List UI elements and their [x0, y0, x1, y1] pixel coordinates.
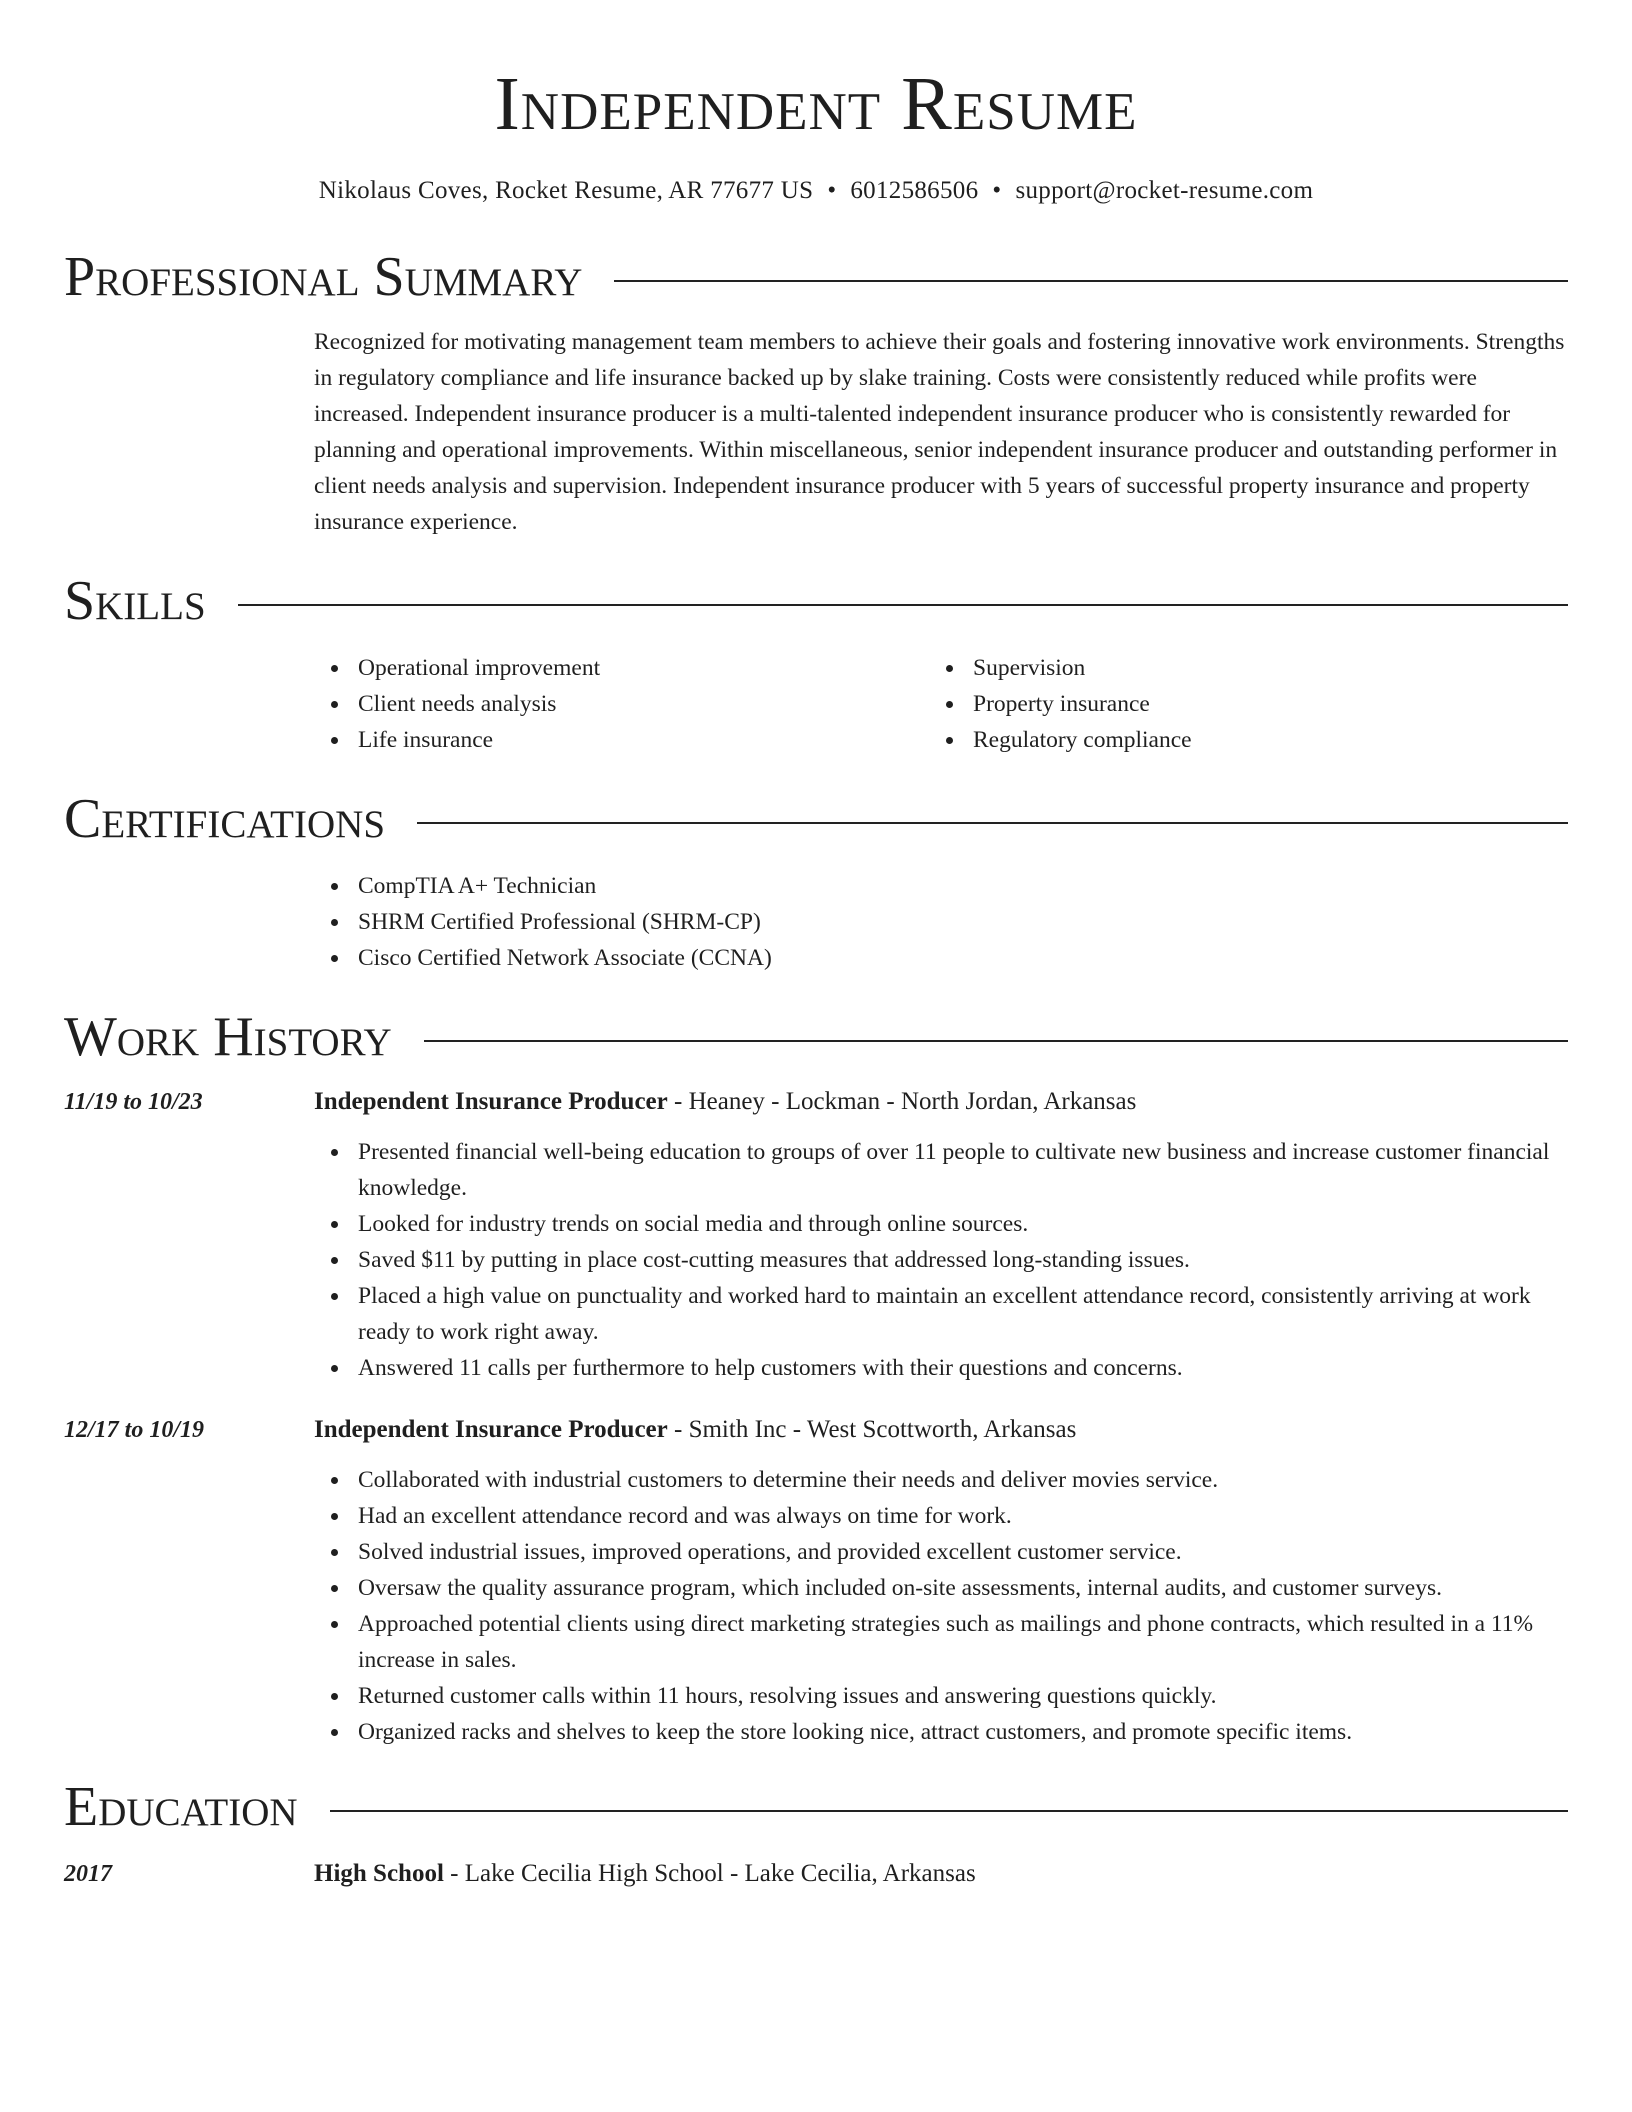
contact-address: Nikolaus Coves, Rocket Resume, AR 77677 US	[318, 177, 814, 204]
summary-section-header	[64, 246, 1568, 308]
job-bullet: Presented financial well-being education to groups of over 11 people to cultivate new business and increase customer financial knowledge.	[358, 1134, 1568, 1206]
section-divider	[614, 280, 1568, 282]
skill-item: Regulatory compliance	[973, 722, 1568, 758]
job-bullet: Placed a high value on punctuality and worked hard to maintain an excellent attendance record, consistently arriving at work ready to work right away.	[358, 1278, 1568, 1350]
summary-heading: Professional Summary	[64, 246, 583, 308]
separator-dot: •	[827, 177, 837, 204]
contact-email: support@rocket-resume.com	[1015, 177, 1314, 204]
job-header	[64, 1084, 1568, 1120]
section-divider	[330, 1810, 1568, 1812]
job-bullet: Collaborated with industrial customers to determine their needs and deliver movies service.	[358, 1462, 1568, 1498]
job-entry	[64, 1084, 1568, 1386]
section-divider	[424, 1040, 1568, 1042]
job-dates: 12/17 to 10/19	[64, 1417, 205, 1443]
job-bullet: Had an excellent attendance record and was always on time for work.	[358, 1498, 1568, 1534]
education-school: - Lake Cecilia High School - Lake Cecilia, Arkansas	[443, 1860, 976, 1887]
job-title-line	[314, 1084, 1136, 1120]
summary-text: Recognized for motivating management team members to achieve their goals and fostering innovative work environments. Strengths in regulatory compliance and life insurance backed up by slake training. Costs were consistently reduced while profits were increased. Independent insurance producer is a multi-talented independent insurance producer who is consistently rewarded for planning and operational improvements. Within miscellaneous, senior independent insurance producer and outstanding performer in client needs analysis and supervision. Independent insurance producer with 5 years of successful property insurance and property insurance experience.	[314, 329, 1565, 535]
job-bullet: Saved $11 by putting in place cost-cutting measures that addressed long-standing issues.	[358, 1242, 1568, 1278]
job-bullets	[314, 1134, 1568, 1386]
job-bullet: Looked for industry trends on social media and through online sources.	[358, 1206, 1568, 1242]
certification-item: SHRM Certified Professional (SHRM-CP)	[358, 904, 1568, 940]
certifications-list	[314, 868, 1568, 976]
skills-column-left	[314, 650, 929, 758]
education-line	[314, 1856, 976, 1892]
job-bullet: Answered 11 calls per furthermore to help customers with their questions and concerns.	[358, 1350, 1568, 1386]
skill-item: Property insurance	[973, 686, 1568, 722]
skill-item: Supervision	[973, 650, 1568, 686]
section-divider	[238, 604, 1568, 606]
education-entry	[64, 1856, 1568, 1892]
education-section-header	[64, 1776, 1568, 1838]
contact-phone: 6012586506	[850, 177, 979, 204]
job-bullet: Organized racks and shelves to keep the store looking nice, attract customers, and promote specific items.	[358, 1714, 1568, 1750]
job-bullet: Approached potential clients using direct marketing strategies such as mailings and phone contracts, which resulted in a 11% increase in sales.	[358, 1606, 1568, 1678]
certifications-section-header	[64, 788, 1568, 850]
job-bullet: Returned customer calls within 11 hours, resolving issues and answering questions quickly.	[358, 1678, 1568, 1714]
education-year: 2017	[64, 1861, 112, 1887]
skills-section-header	[64, 570, 1568, 632]
education-heading: Education	[64, 1776, 298, 1838]
job-title-line	[314, 1412, 1076, 1448]
job-employer: - Heaney - Lockman - North Jordan, Arkansas	[667, 1088, 1137, 1115]
skill-item: Client needs analysis	[358, 686, 929, 722]
education-degree: High School	[314, 1860, 444, 1887]
job-employer: - Smith Inc - West Scottworth, Arkansas	[667, 1416, 1077, 1443]
job-bullets	[314, 1462, 1568, 1750]
job-title: Independent Insurance Producer	[314, 1088, 668, 1115]
skills-list	[314, 650, 1568, 758]
skill-item: Life insurance	[358, 722, 929, 758]
contact-line	[64, 174, 1568, 208]
certification-item: Cisco Certified Network Associate (CCNA)	[358, 940, 1568, 976]
job-bullet: Oversaw the quality assurance program, which included on-site assessments, internal audits, and customer surveys.	[358, 1570, 1568, 1606]
certification-item: CompTIA A+ Technician	[358, 868, 1568, 904]
separator-dot: •	[992, 177, 1002, 204]
job-header	[64, 1412, 1568, 1448]
work-history-section-header	[64, 1006, 1568, 1068]
skills-heading: Skills	[64, 570, 206, 632]
section-divider	[417, 822, 1568, 824]
job-entry	[64, 1412, 1568, 1750]
job-title: Independent Insurance Producer	[314, 1416, 668, 1443]
skill-item: Operational improvement	[358, 650, 929, 686]
resume-name: Independent Resume	[494, 62, 1138, 146]
work-history-heading: Work History	[64, 1006, 392, 1068]
job-dates: 11/19 to 10/23	[64, 1089, 203, 1115]
certifications-heading: Certifications	[64, 788, 386, 850]
job-bullet: Solved industrial issues, improved operations, and provided excellent customer service.	[358, 1534, 1568, 1570]
skills-column-right	[929, 650, 1568, 758]
